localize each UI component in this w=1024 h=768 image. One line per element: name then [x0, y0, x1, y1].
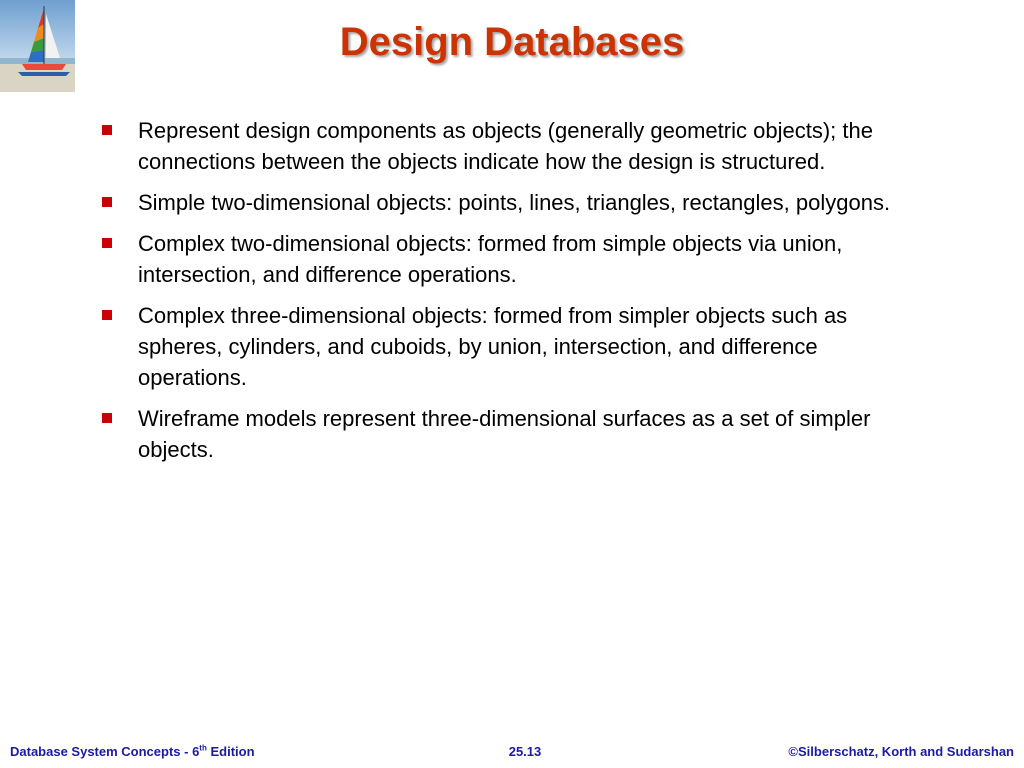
- footer-book-title: [10, 744, 255, 759]
- bullet-list: [100, 115, 915, 475]
- bullet-text: Simple two-dimensional objects: points, lines, triangles, rectangles, polygons.: [138, 190, 891, 215]
- square-bullet-icon: [102, 238, 112, 248]
- square-bullet-icon: [102, 125, 112, 135]
- footer-copyright: ©Silberschatz, Korth and Sudarshan: [788, 744, 1014, 759]
- bullet-text: Complex three-dimensional objects: formed from simpler objects such as spheres, cylinders, and cuboids, by union, intersection, and difference operations.: [138, 303, 848, 390]
- slide-footer: [0, 744, 1024, 764]
- bullet-text: Represent design components as objects (generally geometric objects); the connections between the objects indicate how the design is structured.: [138, 118, 873, 174]
- bullet-item: [100, 115, 915, 177]
- square-bullet-icon: [102, 197, 112, 207]
- bullet-text: Complex two-dimensional objects: formed from simple objects via union, intersection, and difference operations.: [138, 231, 843, 287]
- footer-book-suffix: Edition: [206, 744, 255, 759]
- bullet-item: [100, 403, 915, 465]
- footer-book-superscript: th: [199, 743, 207, 753]
- bullet-text: Wireframe models represent three-dimensional surfaces as a set of simpler objects.: [138, 406, 871, 462]
- bullet-item: [100, 187, 915, 218]
- bullet-item: [100, 300, 915, 393]
- footer-book-prefix: Database System Concepts - 6: [10, 744, 200, 759]
- footer-page-number: 25.13: [508, 744, 542, 759]
- slide-title: Design Databases: [339, 20, 685, 64]
- square-bullet-icon: [102, 310, 112, 320]
- bullet-item: [100, 228, 915, 290]
- square-bullet-icon: [102, 413, 112, 423]
